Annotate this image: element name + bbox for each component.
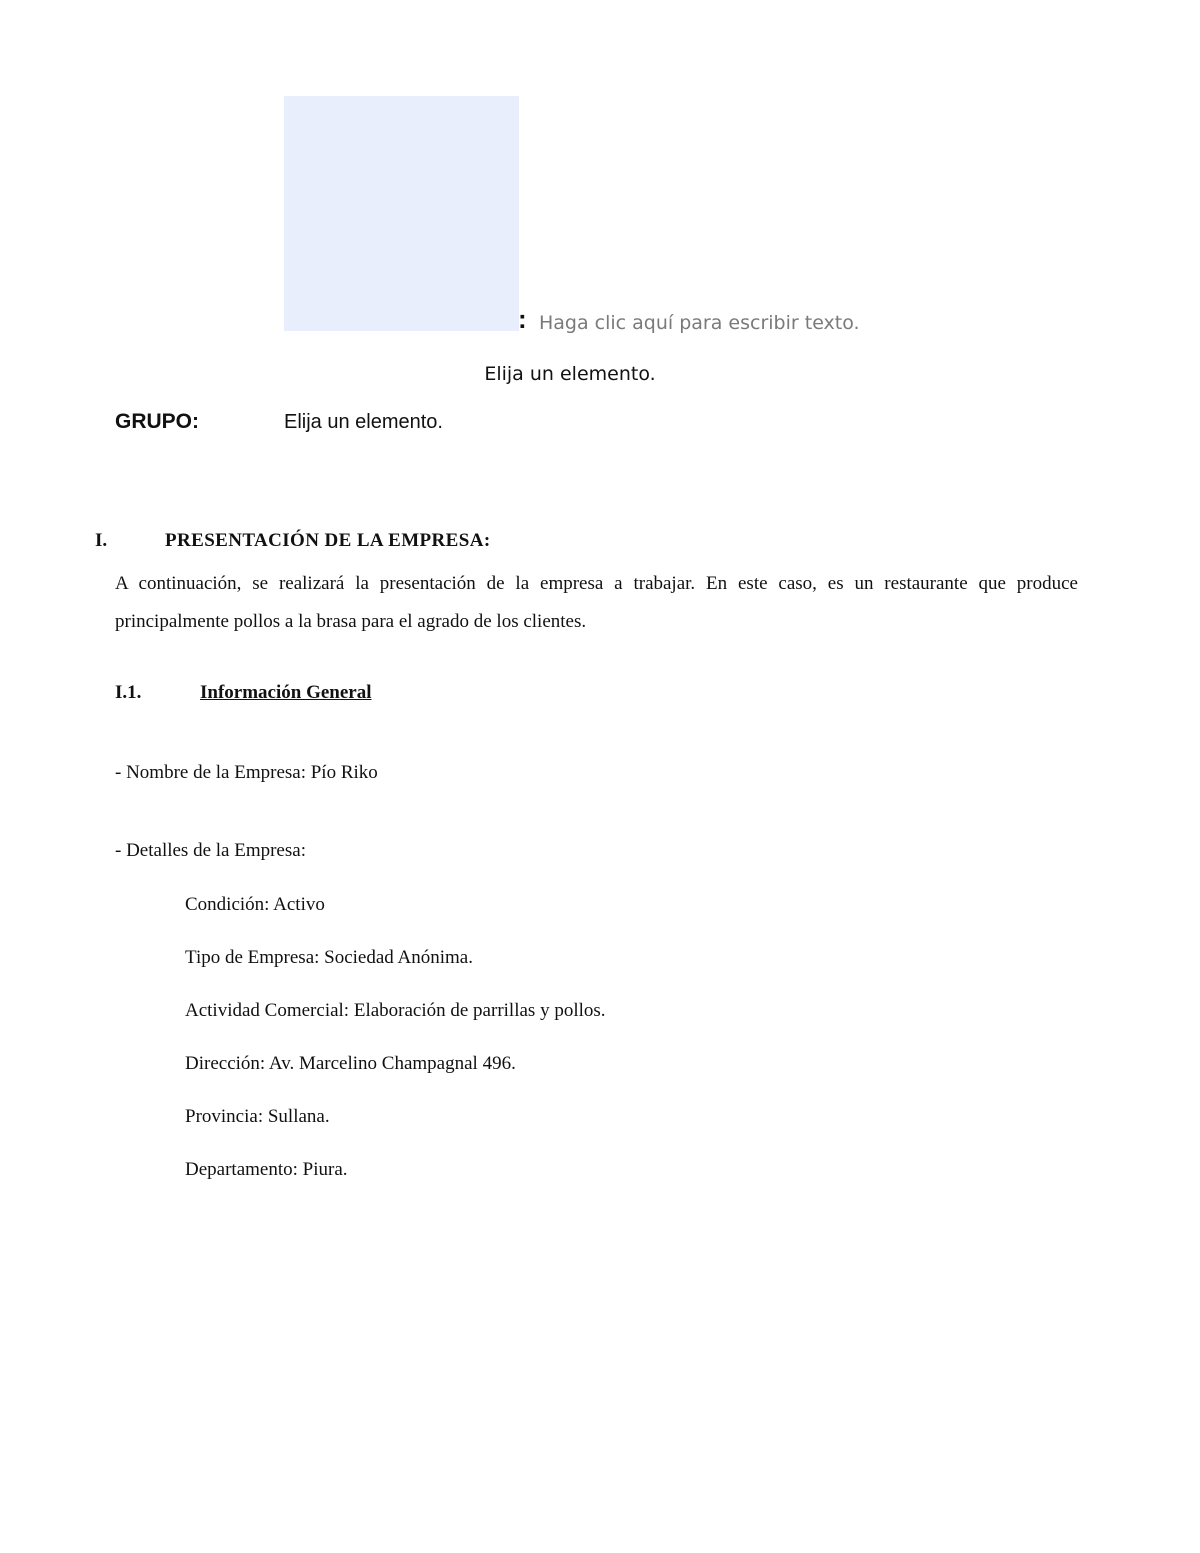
detail-condition: Condición: Activo [185, 894, 325, 915]
section-number: I. [95, 530, 108, 551]
detail-company-type: Tipo de Empresa: Sociedad Anónima. [185, 947, 473, 968]
company-details-list [185, 893, 606, 1211]
subsection-title: Información General [200, 682, 372, 703]
subsection-number: I.1. [115, 682, 142, 703]
section-title: PRESENTACIÓN DE LA EMPRESA: [165, 530, 491, 551]
group-label: GRUPO: [115, 410, 199, 433]
group-dropdown[interactable]: Elija un elemento. [284, 411, 443, 433]
company-name-line: - Nombre de la Empresa: Pío Riko [115, 762, 378, 783]
detail-province: Provincia: Sullana. [185, 1106, 330, 1127]
image-placeholder[interactable] [284, 96, 519, 331]
intro-paragraph: A continuación, se realizará la presentación de la empresa a trabajar. En este caso, es un restaurante que produce principalmente pollos a la brasa para el agrado de los clientes. [115, 573, 1078, 632]
colon-separator: : [518, 304, 527, 334]
text-field-placeholder[interactable]: Haga clic aquí para escribir texto. [539, 312, 860, 334]
choose-item-dropdown[interactable]: Elija un elemento. [484, 363, 656, 385]
detail-address: Dirección: Av. Marcelino Champagnal 496. [185, 1053, 516, 1074]
detail-activity: Actividad Comercial: Elaboración de parrillas y pollos. [185, 1000, 606, 1021]
detail-department: Departamento: Piura. [185, 1159, 348, 1180]
details-heading: - Detalles de la Empresa: [115, 840, 306, 861]
